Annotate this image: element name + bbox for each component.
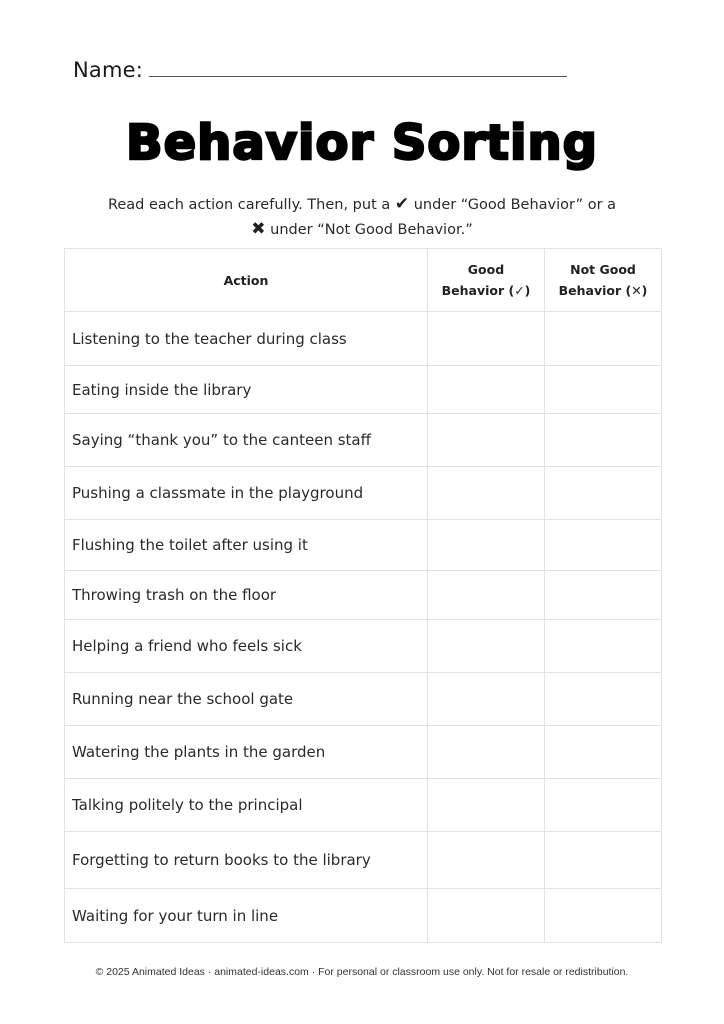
cross-icon: ✖ <box>251 219 266 239</box>
table-row <box>65 520 662 571</box>
action-cell: Saying “thank you” to the canteen staff <box>65 414 428 467</box>
good-behavior-cell[interactable] <box>428 520 545 571</box>
header-good-line2: Behavior (✓) <box>441 283 531 298</box>
good-behavior-cell[interactable] <box>428 726 545 779</box>
action-cell: Throwing trash on the floor <box>65 571 428 620</box>
good-behavior-cell[interactable] <box>428 414 545 467</box>
instructions-text-3: under “Not Good Behavior.” <box>270 222 473 238</box>
check-icon: ✔ <box>394 194 410 214</box>
header-not-good-behavior <box>545 249 662 312</box>
table-row <box>65 889 662 943</box>
not-good-behavior-cell[interactable] <box>545 520 662 571</box>
header-notgood-line1: Not Good <box>570 262 636 277</box>
table-row <box>65 726 662 779</box>
action-cell: Eating inside the library <box>65 366 428 414</box>
instructions-text-2: under “Good Behavior” or a <box>413 197 617 213</box>
action-cell: Pushing a classmate in the playground <box>65 467 428 520</box>
not-good-behavior-cell[interactable] <box>545 467 662 520</box>
instructions-text-1: Read each action carefully. Then, put a <box>107 197 391 213</box>
name-field[interactable] <box>73 58 567 82</box>
header-action <box>65 249 428 312</box>
action-cell: Running near the school gate <box>65 673 428 726</box>
action-cell: Listening to the teacher during class <box>65 312 428 366</box>
table-row <box>65 620 662 673</box>
header-notgood-line2: Behavior (✕) <box>558 283 648 298</box>
table-row <box>65 467 662 520</box>
table-row <box>65 779 662 832</box>
action-cell: Waiting for your turn in line <box>65 889 428 943</box>
good-behavior-cell[interactable] <box>428 366 545 414</box>
footer-copyright: © 2025 Animated Ideas · animated-ideas.com · For personal or classroom use only. Not for resale or redistribution. <box>95 966 629 978</box>
action-cell: Talking politely to the principal <box>65 779 428 832</box>
header-good-behavior <box>428 249 545 312</box>
not-good-behavior-cell[interactable] <box>545 779 662 832</box>
name-label: Name: <box>73 58 144 82</box>
table-row <box>65 571 662 620</box>
table-row <box>65 832 662 889</box>
table-header-row <box>65 249 662 312</box>
not-good-behavior-cell[interactable] <box>545 414 662 467</box>
not-good-behavior-cell[interactable] <box>545 673 662 726</box>
header-action-label: Action <box>223 272 269 288</box>
behavior-table <box>64 248 662 943</box>
good-behavior-cell[interactable] <box>428 620 545 673</box>
header-good-line1: Good <box>467 262 505 277</box>
action-cell: Flushing the toilet after using it <box>65 520 428 571</box>
action-cell: Watering the plants in the garden <box>65 726 428 779</box>
table-body <box>65 312 662 943</box>
not-good-behavior-cell[interactable] <box>545 571 662 620</box>
not-good-behavior-cell[interactable] <box>545 832 662 889</box>
not-good-behavior-cell[interactable] <box>545 889 662 943</box>
name-blank-line[interactable] <box>149 60 567 77</box>
table-row <box>65 366 662 414</box>
good-behavior-cell[interactable] <box>428 312 545 366</box>
table-row <box>65 673 662 726</box>
action-cell: Helping a friend who feels sick <box>65 620 428 673</box>
good-behavior-cell[interactable] <box>428 832 545 889</box>
not-good-behavior-cell[interactable] <box>545 726 662 779</box>
good-behavior-cell[interactable] <box>428 467 545 520</box>
table-row <box>65 414 662 467</box>
not-good-behavior-cell[interactable] <box>545 620 662 673</box>
table-row <box>65 312 662 366</box>
not-good-behavior-cell[interactable] <box>545 366 662 414</box>
not-good-behavior-cell[interactable] <box>545 312 662 366</box>
good-behavior-cell[interactable] <box>428 779 545 832</box>
page-title: Behavior Sorting <box>126 115 598 171</box>
action-cell: Forgetting to return books to the library <box>65 832 428 889</box>
good-behavior-cell[interactable] <box>428 673 545 726</box>
good-behavior-cell[interactable] <box>428 571 545 620</box>
instructions <box>60 192 664 242</box>
good-behavior-cell[interactable] <box>428 889 545 943</box>
